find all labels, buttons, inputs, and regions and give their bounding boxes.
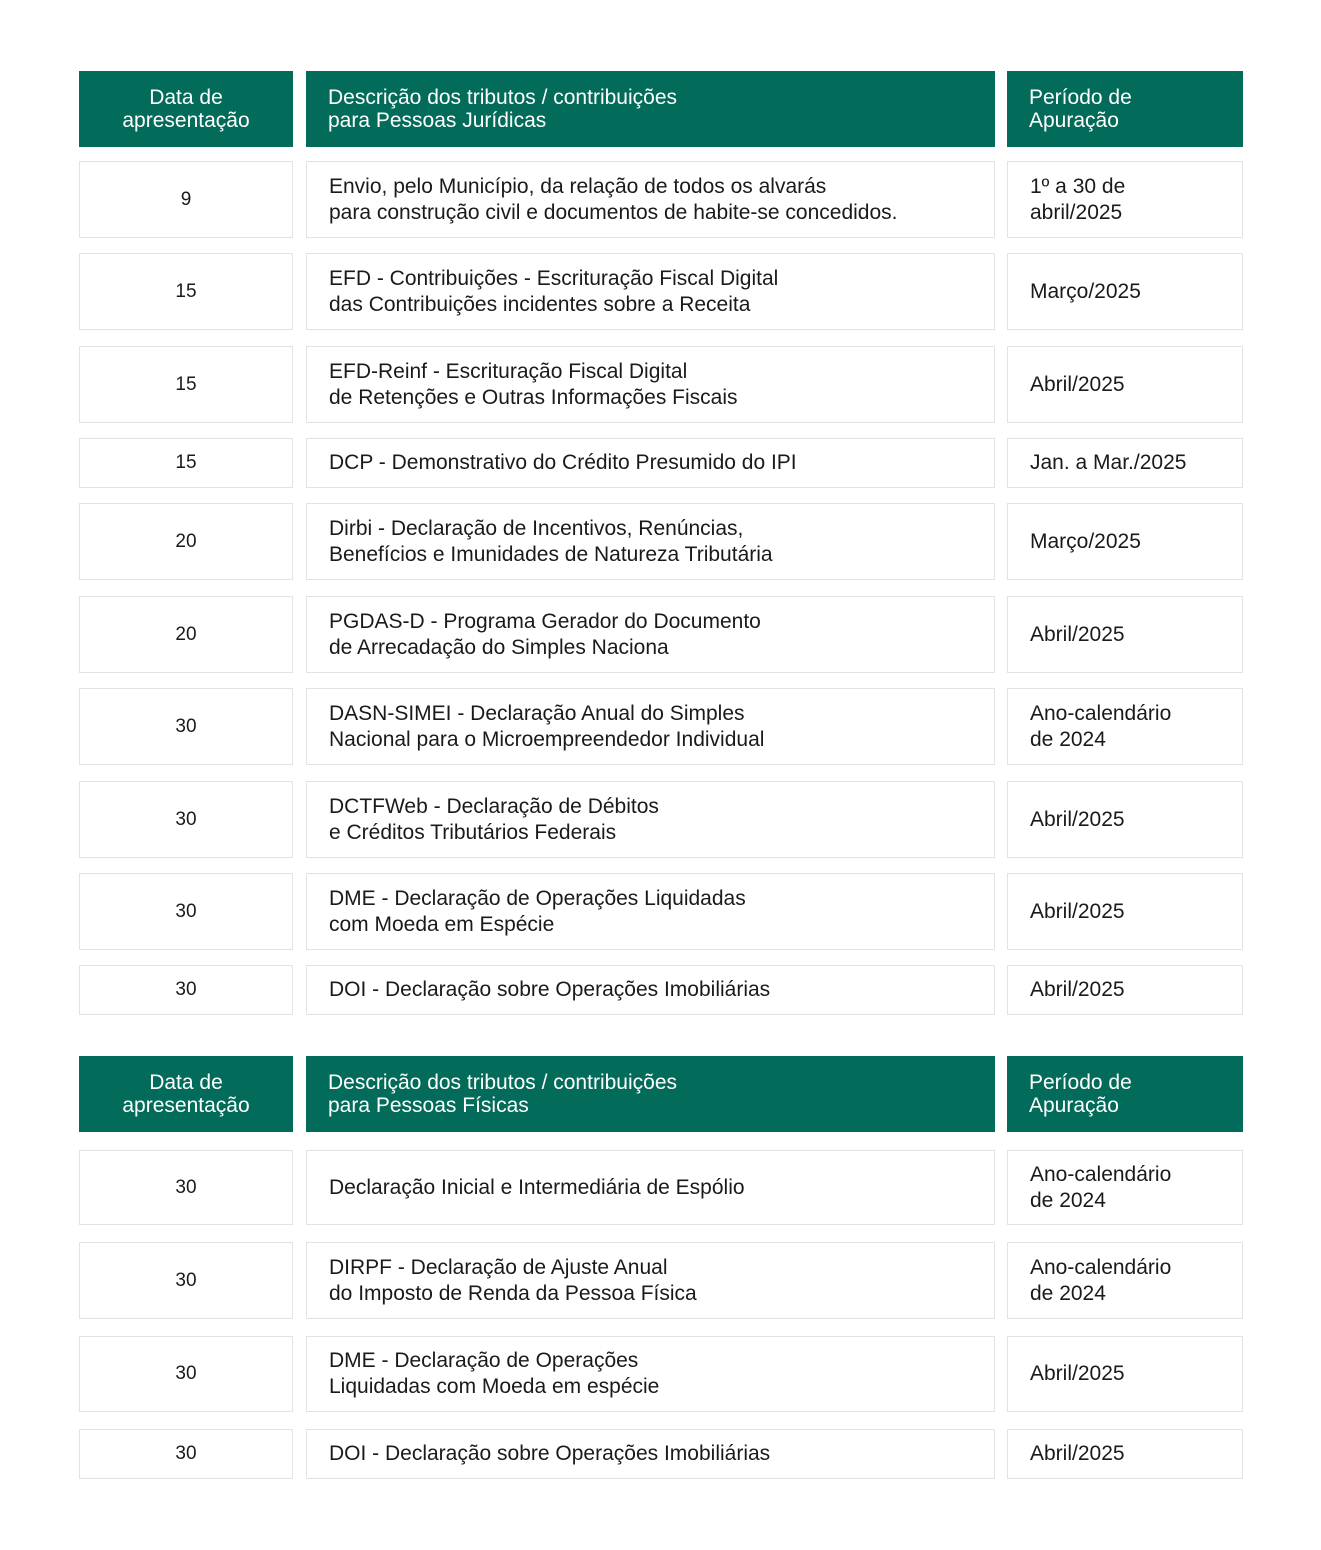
pj-header-row	[79, 71, 1243, 147]
header-period-label: Período de Apuração	[1029, 86, 1132, 132]
period-cell: Ano-calendário de 2024	[1007, 1150, 1243, 1225]
description-cell: DME - Declaração de Operações Liquidadas com Moeda em espécie	[306, 1336, 995, 1412]
header-date-label: Data de apresentação	[122, 86, 250, 132]
header-description-label: Descrição dos tributos / contribuições para Pessoas Jurídicas	[328, 86, 677, 132]
period-cell: Março/2025	[1007, 503, 1243, 580]
description-cell: DME - Declaração de Operações Liquidadas com Moeda em Espécie	[306, 873, 995, 950]
description-cell: DIRPF - Declaração de Ajuste Anual do Imposto de Renda da Pessoa Física	[306, 1242, 995, 1319]
description-cell: DASN-SIMEI - Declaração Anual do Simples Nacional para o Microempreendedor Individual	[306, 688, 995, 765]
period-cell: Jan. a Mar./2025	[1007, 438, 1243, 488]
description-cell: PGDAS-D - Programa Gerador do Documento de Arrecadação do Simples Naciona	[306, 596, 995, 673]
date-cell: 30	[79, 965, 293, 1015]
period-cell: Abril/2025	[1007, 965, 1243, 1015]
description-cell: DCTFWeb - Declaração de Débitos e Créditos Tributários Federais	[306, 781, 995, 858]
table-row	[79, 438, 1243, 488]
date-cell: 30	[79, 1429, 293, 1479]
date-cell: 30	[79, 781, 293, 858]
header-period-label: Período de Apuração	[1029, 1071, 1132, 1117]
table-row	[79, 161, 1243, 238]
date-cell: 30	[79, 688, 293, 765]
table-row	[79, 965, 1243, 1015]
date-cell: 15	[79, 346, 293, 423]
date-cell: 9	[79, 161, 293, 238]
description-cell: EFD - Contribuições - Escrituração Fiscal Digital das Contribuições incidentes sobre a Receita	[306, 253, 995, 330]
table-row	[79, 873, 1243, 950]
pf-header-row	[79, 1056, 1243, 1132]
table-row	[79, 1429, 1243, 1479]
table-row	[79, 1242, 1243, 1319]
description-cell: DCP - Demonstrativo do Crédito Presumido do IPI	[306, 438, 995, 488]
period-cell: Ano-calendário de 2024	[1007, 1242, 1243, 1319]
date-cell: 20	[79, 596, 293, 673]
date-cell: 30	[79, 873, 293, 950]
period-cell: Abril/2025	[1007, 873, 1243, 950]
period-cell: Abril/2025	[1007, 781, 1243, 858]
table-row	[79, 503, 1243, 580]
period-cell: Abril/2025	[1007, 1336, 1243, 1412]
table-row	[79, 346, 1243, 423]
header-description	[306, 71, 995, 147]
date-cell: 30	[79, 1336, 293, 1412]
date-cell: 15	[79, 438, 293, 488]
header-period	[1007, 71, 1243, 147]
period-cell: Abril/2025	[1007, 1429, 1243, 1479]
description-cell: EFD-Reinf - Escrituração Fiscal Digital de Retenções e Outras Informações Fiscais	[306, 346, 995, 423]
date-cell: 15	[79, 253, 293, 330]
table-row	[79, 596, 1243, 673]
date-cell: 30	[79, 1242, 293, 1319]
table-row	[79, 781, 1243, 858]
period-cell: 1º a 30 de abril/2025	[1007, 161, 1243, 238]
description-cell: DOI - Declaração sobre Operações Imobiliárias	[306, 1429, 995, 1479]
header-description	[306, 1056, 995, 1132]
table-row	[79, 1150, 1243, 1225]
table-row	[79, 1336, 1243, 1412]
header-date-label: Data de apresentação	[122, 1071, 250, 1117]
header-period	[1007, 1056, 1243, 1132]
period-cell: Abril/2025	[1007, 596, 1243, 673]
description-cell: Dirbi - Declaração de Incentivos, Renúncias, Benefícios e Imunidades de Natureza Tributária	[306, 503, 995, 580]
description-cell: Envio, pelo Município, da relação de todos os alvarás para construção civil e documentos de habite-se concedidos.	[306, 161, 995, 238]
period-cell: Ano-calendário de 2024	[1007, 688, 1243, 765]
table-row	[79, 688, 1243, 765]
header-date	[79, 1056, 293, 1132]
description-cell: DOI - Declaração sobre Operações Imobiliárias	[306, 965, 995, 1015]
date-cell: 20	[79, 503, 293, 580]
date-cell: 30	[79, 1150, 293, 1225]
description-cell: Declaração Inicial e Intermediária de Espólio	[306, 1150, 995, 1225]
period-cell: Abril/2025	[1007, 346, 1243, 423]
header-date	[79, 71, 293, 147]
table-row	[79, 253, 1243, 330]
header-description-label: Descrição dos tributos / contribuições para Pessoas Físicas	[328, 1071, 677, 1117]
period-cell: Março/2025	[1007, 253, 1243, 330]
